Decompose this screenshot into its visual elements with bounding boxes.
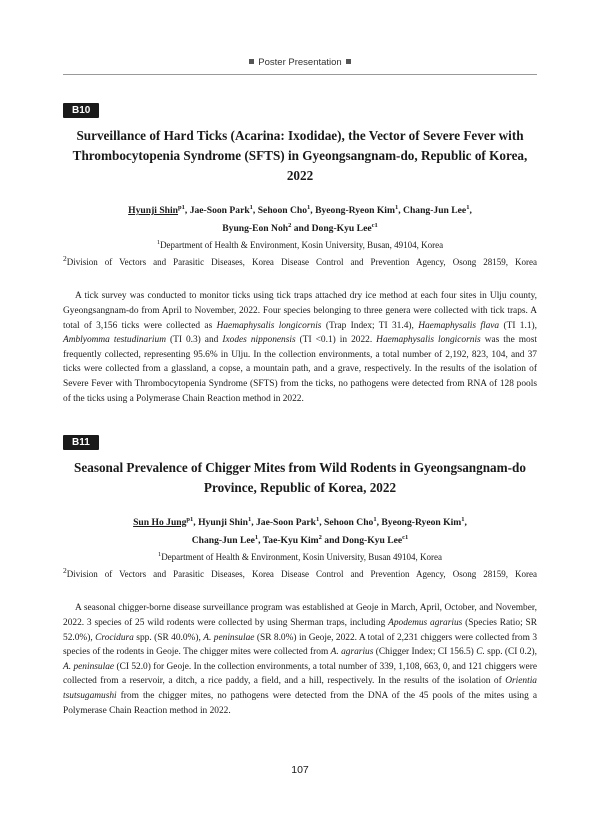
author-name: Byeong-Ryeon Kim: [381, 517, 462, 529]
author-name: Dong-Kyu Lee: [311, 223, 372, 235]
author-name: Chang-Jun Lee: [403, 205, 467, 217]
abstract-b11: [63, 432, 537, 718]
species-name: C.: [476, 647, 485, 658]
author-affiliation-marker: 1: [315, 516, 320, 523]
header-divider: [63, 74, 537, 75]
abstract-text: from the chigger mites, no pathogens were detected from the DNA of the 45 pools of the mites using a Polymerase Chain Reaction method in 2022.: [63, 690, 537, 716]
abstract-text: was the most frequently collected, representing 95.6% in Ulju. In the collection environments, a total number of 2,192, 823, 104, and 37 ticks were collected from a glassland, a copse, a mountain path, and a grave, respectively. In the results of the isolation of Severe Fever with Thrombocytopenia Syndrome (SFTS) from the ticks, no pathogens were detected from RNA of 128 pools of the ticks using a Polymerase Chain Reaction method in 2022.: [63, 335, 537, 404]
author-affiliation-marker: 1: [394, 204, 399, 211]
author-affiliation-marker: 1: [307, 204, 311, 211]
abstract-text: (TI <0.1) in 2022.: [295, 335, 377, 346]
abstract-text: (Species Ratio; SR 52.0%),: [63, 617, 537, 643]
affiliation-text: Department of Health & Environment, Kosin University, Busan, 49104, Korea: [160, 240, 444, 251]
affiliation-text: Division of Vectors and Parasitic Diseases, Korea Disease Control and Prevention Agency, Osong 28159, Korea: [66, 257, 537, 268]
author-name: Sun Ho Jung: [133, 517, 187, 529]
species-name: A. peninsulae: [63, 661, 115, 672]
page-number: 107: [291, 764, 309, 776]
abstract-body: [63, 601, 537, 718]
author-name: Hyunji Shin: [128, 205, 179, 217]
title-line: Thrombocytopenia Syndrome (SFTS) in Gyeongsangnam-do, Republic of Korea, 2022: [72, 148, 528, 183]
title-line: Seasonal Prevalence of Chigger Mites from Wild Rodents in Gyeongsangnam-do: [74, 460, 526, 475]
author-name: Hyunji Shin: [198, 517, 248, 529]
title-line: Surveillance of Hard Ticks (Acarina: Ixodidae), the Vector of Severe Fever with: [76, 128, 524, 143]
author-name: Jae-Soon Park: [189, 205, 250, 217]
author-affiliation-marker: 1: [373, 516, 377, 523]
species-name: Haemaphysalis longicornis: [376, 335, 481, 346]
abstract-text: (TI 0.3) and: [165, 335, 223, 346]
author-affiliation-marker: c1: [371, 222, 378, 230]
affiliation-1: [63, 548, 537, 564]
affiliation-2: [63, 252, 537, 269]
author-affiliation-marker: 1: [461, 516, 465, 523]
affiliation-text: Department of Health & Environment, Kosin University, Busan 49104, Korea: [161, 552, 443, 563]
abstract-text: spp. (CI 0.2),: [484, 647, 537, 658]
abstract-b10: [63, 100, 537, 406]
author-name: Byeong-Ryeon Kim: [315, 205, 395, 217]
header-label: Poster Presentation: [258, 57, 342, 68]
author-affiliation-marker: 1: [466, 204, 470, 211]
author-affiliation-marker: 2: [288, 222, 292, 230]
affiliation-marker: 1: [157, 551, 162, 559]
species-name: A. agrarius: [330, 647, 374, 658]
abstract-text: A seasonal chigger-borne disease surveillance program was established at Geoje in March, April, October, and November, 2022. 3 species of 25 wild rodents were collected by using Sherman traps, including: [63, 603, 537, 628]
page-header: [0, 57, 600, 68]
author-name: Dong-Kyu Lee: [342, 535, 403, 547]
species-name: Ixodes nipponensis: [222, 335, 296, 346]
affiliation-marker: 2: [63, 254, 67, 264]
abstract-id-badge: B11: [63, 435, 99, 450]
species-name: A. peninsulae: [203, 632, 255, 643]
abstract-text: (TI 1.1),: [499, 320, 537, 331]
author-name: Tae-Kyu Kim: [262, 535, 319, 547]
affiliation-1: [63, 236, 537, 252]
abstract-text: spp. (SR 40.0%),: [133, 632, 204, 643]
author-name: Sehoon Cho: [257, 205, 308, 217]
author-affiliation-marker: p1: [178, 204, 185, 211]
species-name: Amblyomma testudinarium: [63, 335, 166, 346]
affiliation-text: Division of Vectors and Parasitic Diseases, Korea Disease Control and Prevention Agency, Osong 28159, Korea: [66, 569, 537, 580]
author-name: Sehoon Cho: [324, 517, 374, 529]
author-affiliation-marker: 1: [249, 204, 253, 211]
square-bullet-icon: [346, 59, 351, 64]
affiliation-marker: 2: [63, 566, 67, 576]
species-name: Haemaphysalis longicornis: [216, 320, 322, 331]
author-affiliation-marker: 2: [318, 534, 322, 542]
abstract-id-badge: B10: [63, 103, 99, 118]
abstract-body: [63, 289, 537, 406]
abstract-title: [63, 458, 537, 498]
abstract-text: A tick survey was conducted to monitor ticks using tick traps attached dry ice method at each four sites in Ulju county, Gyeongsangnam-do from April to November, 2022. Four species belonging to three genera were collected with tick traps. A total of 3,156 ticks were collected as: [63, 291, 537, 331]
author-affiliation-marker: p1: [186, 516, 194, 523]
author-affiliation-marker: 1: [254, 534, 259, 542]
author-name: Byung-Eon Noh: [222, 223, 289, 235]
affiliation-2: [63, 564, 537, 581]
author-name: Chang-Jun Lee: [191, 535, 255, 547]
title-line: Province, Republic of Korea, 2022: [203, 480, 397, 495]
author-name: Jae-Soon Park: [256, 517, 316, 529]
abstract-text: (Trap Index; TI 31.4),: [321, 320, 419, 331]
species-name: Apodemus agrarius: [388, 617, 463, 628]
abstract-text: (CI 52.0) for Geoje. In the collection environments, a total number of 339, 1,108, 663, 0, and 121 chiggers were collected from a reservoir, a ditch, a rice paddy, a field, and a hill, respectively. In the results of the isolation of: [63, 661, 537, 687]
abstract-text: (SR 8.0%) in Geoje, 2022. A total of 2,231 chiggers were collected from 3 species of the rodents in Geoje. The chigger mites were collected from: [63, 632, 538, 658]
abstract-text: (Chigger Index; CI 156.5): [373, 647, 477, 658]
species-name: Haemaphysalis flava: [418, 320, 500, 331]
author-list: Hyunji Shin$^{p1}$, Jae-Soon Park$^1$, Sehoon Cho$^1$, Byeong-Ryeon Kim$^1$, Chang-Jun Lee$^1$, Byung-Eon Noh$^2$ and Dong-Kyu Lee$^{c1}$: [128, 204, 472, 235]
square-bullet-icon: [249, 59, 254, 64]
abstract-title: [63, 126, 537, 186]
species-name: Crocidura: [95, 632, 134, 643]
species-name: Orientia tsutsugamushi: [63, 676, 537, 701]
author-list: Sun Ho Jung$^{p1}$, Hyunji Shin$^1$, Jae-Soon Park$^1$, Sehoon Cho$^1$, Byeong-Ryeon Kim$^1$, Chang-Jun Lee$^1$, Tae-Kyu Kim$^2$ and Dong-Kyu Lee$^{c1}$: [133, 516, 467, 547]
author-affiliation-marker: 1: [247, 516, 252, 523]
affiliation-marker: 1: [156, 239, 161, 247]
author-affiliation-marker: c1: [402, 534, 409, 542]
